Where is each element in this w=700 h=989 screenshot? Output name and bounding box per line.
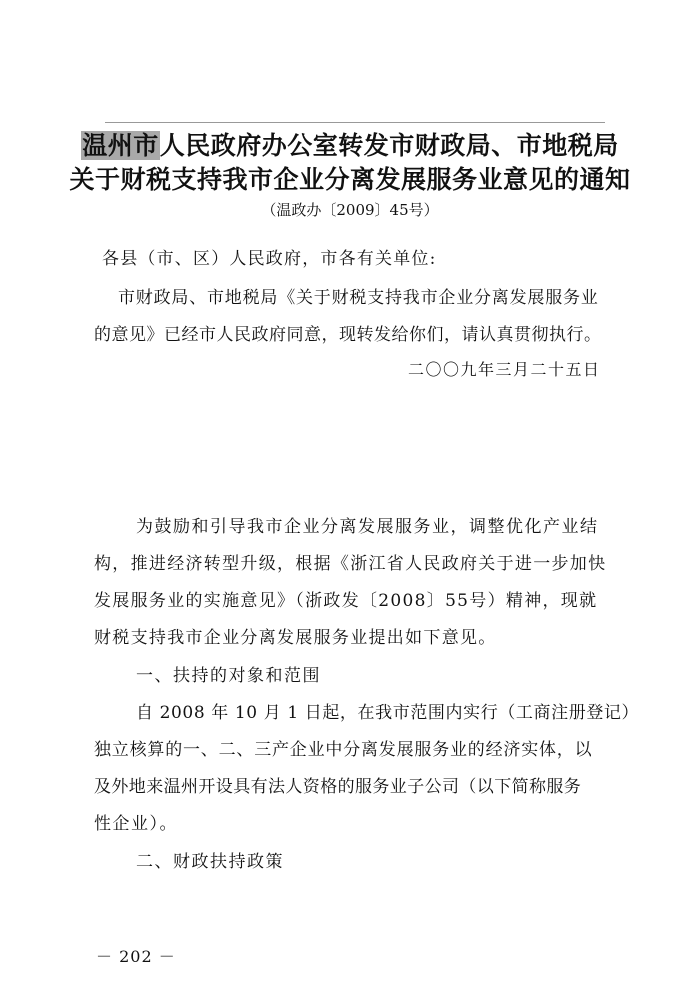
section-1-line-4: 性企业）。 [94,814,178,834]
document-number: （温政办〔2009〕45号） [261,201,439,219]
addressee: 各县（市、区）人民政府，市各有关单位: [102,249,437,269]
section-1-line-3: 及外地来温州开设具有法人资格的服务业子公司（以下简称服务 [94,777,582,797]
document-title-line-1 [0,126,700,162]
section-1-line-1: 自 2008 年 10 月 1 日起，在我市范围内实行（工商注册登记） [136,703,640,723]
intro-line-2: 构，推进经济转型升级，根据《浙江省人民政府关于进一步加快 [94,554,607,574]
title-highlight: 温州市 [82,131,159,160]
section-heading-1: 一、扶持的对象和范围 [136,666,321,686]
notice-paragraph-line-2: 的意见》已经市人民政府同意，现转发给你们，请认真贯彻执行。 [94,325,602,345]
section-heading-2: 二、财政扶持政策 [136,852,284,872]
document-title-line-2: 关于财税支持我市企业分离发展服务业意见的通知 [69,165,631,194]
title-line-1-rest: 人民政府办公室转发市财政局、市地税局 [159,131,619,160]
intro-line-1: 为鼓励和引导我市企业分离发展服务业，调整优化产业结 [136,517,599,537]
page-number: － 202 － [96,947,176,966]
notice-paragraph-line-1: 市财政局、市地税局《关于财税支持我市企业分离发展服务业 [118,288,599,308]
intro-line-4: 财税支持我市企业分离发展服务业提出如下意见。 [94,628,497,648]
intro-line-3: 发展服务业的实施意见》（浙政发〔2008〕55号）精神，现就 [94,591,598,611]
section-1-line-2: 独立核算的一、二、三产企业中分离发展服务业的经济实体，以 [94,740,593,760]
top-rule [105,122,605,123]
issue-date: 二〇〇九年三月二十五日 [408,360,601,379]
